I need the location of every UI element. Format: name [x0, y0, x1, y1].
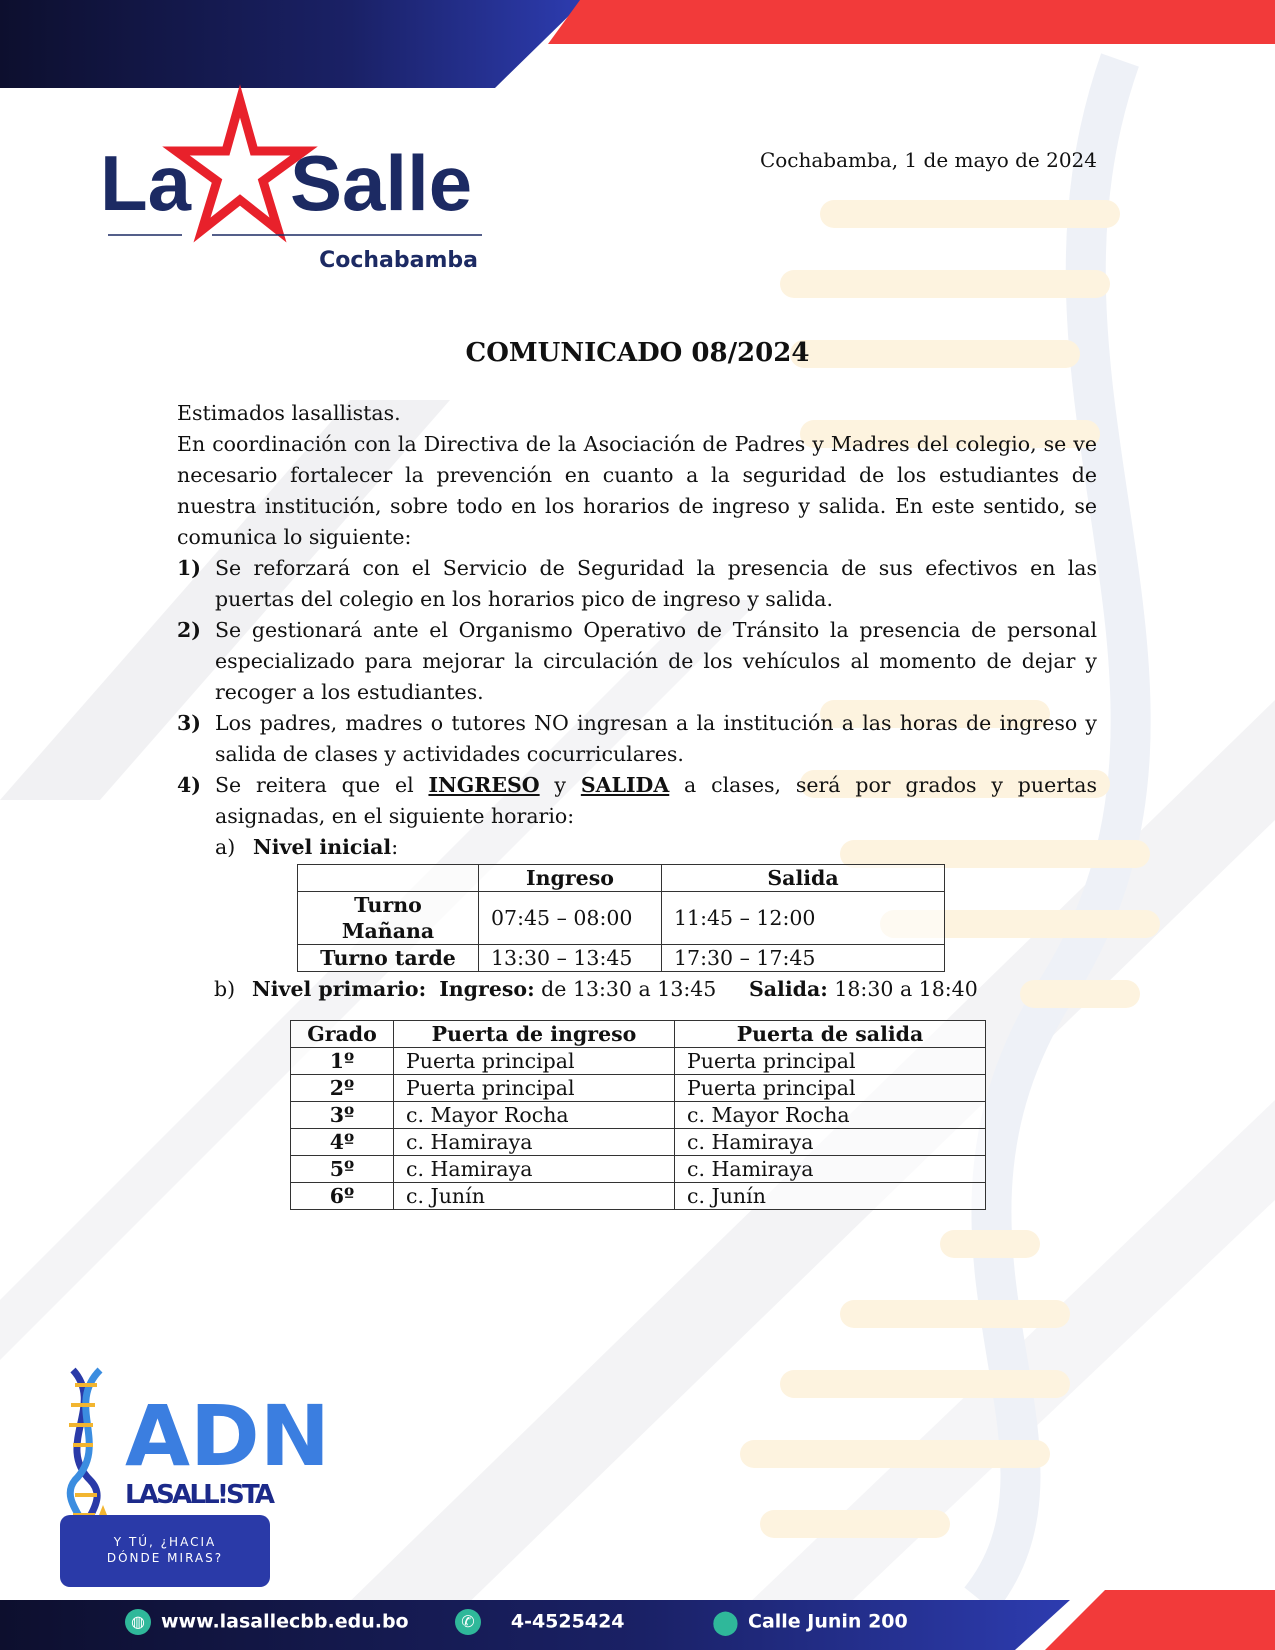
salida-emphasis: SALIDA: [580, 773, 670, 797]
document-body: [177, 398, 1097, 863]
table-row: Turno Mañana 07:45 – 08:00 11:45 – 12:00: [298, 892, 945, 945]
location-pin-icon: ⬤: [712, 1608, 739, 1636]
table-row: 6º c. Junín c. Junín: [291, 1183, 986, 1210]
item-number: 1): [177, 556, 201, 580]
list-item: [177, 553, 1097, 615]
tagline-line1: Y TÚ, ¿HACIA: [113, 1535, 217, 1549]
footer-phone[interactable]: [455, 1609, 625, 1635]
phone-text: 4-4525424: [510, 1610, 625, 1633]
document-title: COMUNICADO 08/2024: [465, 338, 810, 368]
item-number: 4): [177, 773, 201, 797]
nivel-primario-heading: b) Nivel primario: Ingreso: de 13:30 a 13:45 Salida: 18:30 a 18:40: [214, 977, 978, 1001]
star-icon: [176, 101, 304, 230]
table-header-row: Ingreso Salida: [298, 865, 945, 892]
footer-address: [712, 1609, 908, 1635]
list-item: [177, 615, 1097, 708]
item-text: Se gestionará ante el Organismo Operativo de Tránsito la presencia de personal especializado para mejorar la circulación de los vehículos al momento de dejar y recoger a los estudiantes.: [215, 618, 1097, 704]
address-text: Calle Junin 200: [748, 1610, 908, 1633]
list-item: [177, 708, 1097, 770]
table-header-row: Grado Puerta de ingreso Puerta de salida: [291, 1021, 986, 1048]
adn-text: ADN: [125, 1387, 331, 1485]
tagline-line2: DÓNDE MIRAS?: [106, 1551, 224, 1565]
globe-icon: ◍: [125, 1609, 151, 1635]
phone-icon: ✆: [455, 1609, 481, 1635]
nivel-inicial-heading: a) Nivel inicial:: [215, 835, 399, 859]
table-row: 4º c. Hamiraya c. Hamiraya: [291, 1129, 986, 1156]
adn-lasallista-logo: [55, 1365, 331, 1590]
nivel-inicial-table: [297, 864, 945, 972]
table-row: 2º Puerta principal Puerta principal: [291, 1075, 986, 1102]
table-row: Turno tarde 13:30 – 13:45 17:30 – 17:45: [298, 945, 945, 972]
intro-paragraph: En coordinación con la Directiva de la Asociación de Padres y Madres del colegio, se ve necesario fortalecer la prevención en cuanto a la seguridad de los estudiantes de nuestra institución, sobre todo en los horarios de ingreso y salida. En este sentido, se comunica lo siguiente:: [177, 432, 1097, 549]
measures-list: [177, 553, 1097, 863]
table-row: 5º c. Hamiraya c. Hamiraya: [291, 1156, 986, 1183]
logo-text-la: La: [100, 139, 192, 227]
item-text: Se reforzará con el Servicio de Seguridad la presencia de sus efectivos en las puertas del colegio en los horarios pico de ingreso y salida.: [215, 556, 1097, 611]
website-text: www.lasallecbb.edu.bo: [161, 1610, 409, 1633]
footer-website[interactable]: [125, 1609, 409, 1635]
document-date: Cochabamba, 1 de mayo de 2024: [759, 148, 1097, 172]
logo-text-salle: Salle: [290, 139, 473, 227]
item-number: 3): [177, 711, 201, 735]
la-salle-logo: [100, 95, 490, 275]
table-row: 3º c. Mayor Rocha c. Mayor Rocha: [291, 1102, 986, 1129]
nivel-primario-table: [290, 1020, 986, 1210]
item-number: 2): [177, 618, 201, 642]
table-row: 1º Puerta principal Puerta principal: [291, 1048, 986, 1075]
greeting: Estimados lasallistas.: [177, 401, 401, 425]
ingreso-emphasis: INGRESO: [428, 773, 540, 797]
item-text: Los padres, madres o tutores NO ingresan a la institución a las horas de ingreso y salida de clases y actividades cocurriculares.: [215, 711, 1097, 766]
lasallista-text: LASALL!STA: [125, 1480, 275, 1510]
list-item: 4) Se reitera que el INGRESO y SALIDA a clases, será por grados y puertas asignadas, en el siguiente horario: a) Nivel inicial:: [177, 770, 1097, 863]
logo-city: Cochabamba: [319, 248, 478, 273]
header-band: [0, 0, 1275, 90]
